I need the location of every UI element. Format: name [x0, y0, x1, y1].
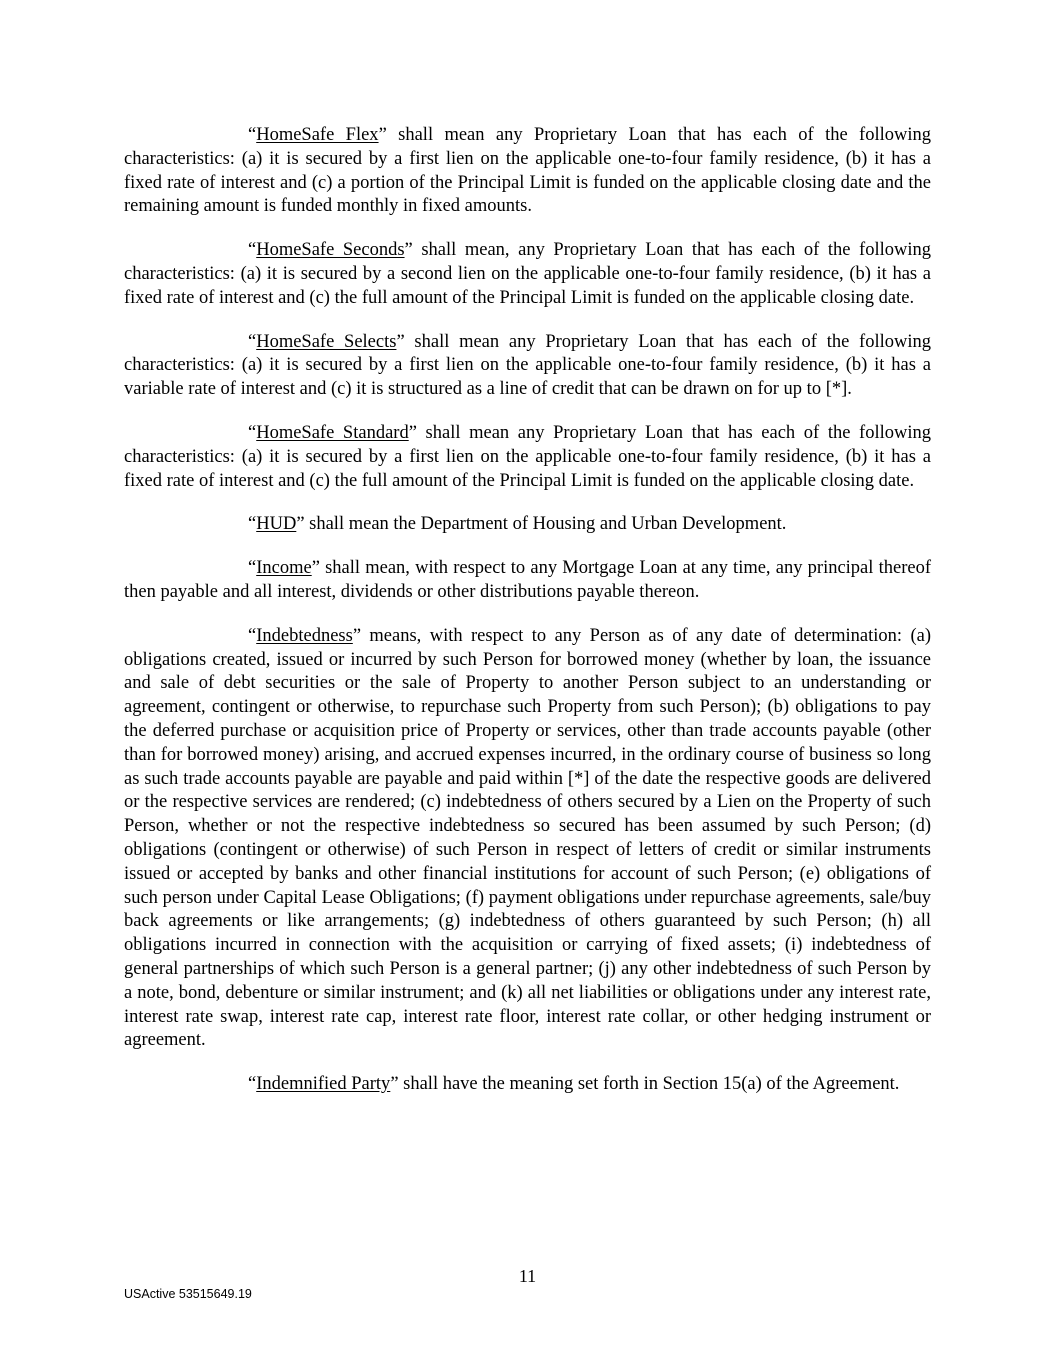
- defined-term: Income: [256, 558, 312, 579]
- definition-paragraph: “Indemnified Party” shall have the meaning set forth in Section 15(a) of the Agreement.: [248, 1074, 900, 1095]
- defined-term: HomeSafe Selects: [256, 331, 397, 352]
- defined-term: Indemnified Party: [256, 1074, 391, 1095]
- definition-text: ” shall mean any Proprietary Loan that has each of the following characteristics: (a) it is secured by a first lien on the applicable one-to-four family residence, (b) it has a fixed rate of interest and (c) the full amount of the Principal Limit is funded on the applicable closing date.: [124, 422, 931, 491]
- defined-term: Indebtedness: [256, 625, 353, 646]
- definition-text: ” shall mean the Department of Housing and Urban Development.: [296, 514, 787, 535]
- definition-paragraph: “Indebtedness” means, with respect to any Person as of any date of determination: (a) obligations created, issued or incurred by such Person for borrowed money (whether by loan, the issuance and sale of debt securities or the sale of Property to another Person subject to an understanding or agreement, contingent or otherwise, to repurchase such Property from such Person); (b) obligations to pay the deferred purchase or acquisition price of Property or services, other than trade accounts payable (other than for borrowed money) arising, and accrued expenses incurred, in the ordinary course of business so long as such trade accounts payable are payable and paid within [*] of the date the respective goods are delivered or the respective services are rendered; (c) indebtedness of others secured by a Lien on the Property of such Person, whether or not the respective indebtedness so secured has been assumed by such Person; (d) obligations (contingent or otherwise) of such Person in respect of letters of credit or similar instruments issued or accepted by banks and other financial institutions for account of such Person; (e) obligations of such person under Capital Lease Obligations; (f) payment obligations under repurchase agreements, sale/buy back agreements or like arrangements; (g) indebtedness of others guaranteed by such Person; (h) all obligations incurred in connection with the acquisition or carrying of fixed assets; (i) indebtedness of general partnerships of which such Person is a general partner; (j) any other indebtedness of such Person by a note, bond, debenture or similar instrument; and (k) all net liabilities or obligations under any interest rate, interest rate swap, interest rate cap, interest rate floor, interest rate collar, or other hedging instrument or agreement.: [124, 625, 931, 1051]
- defined-term: HomeSafe Standard: [256, 422, 409, 443]
- definition-text: ” shall have the meaning set forth in Section 15(a) of the Agreement.: [390, 1074, 900, 1095]
- document-body: [124, 124, 931, 1117]
- definition-text: ” shall mean any Proprietary Loan that has each of the following characteristics: (a) it is secured by a first lien on the applicable one-to-four family residence, (b) it has a variable rate of interest and (c) it is structured as a line of credit that can be drawn on for up to [*].: [124, 331, 931, 400]
- definition-text: ” shall mean any Proprietary Loan that has each of the following characteristics: (a) it is secured by a first lien on the applicable one-to-four family residence, (b) it has a fixed rate of interest and (c) a portion of the Principal Limit is funded on the applicable closing date and the remaining amount is funded monthly in fixed amounts.: [124, 125, 931, 217]
- definition-paragraph: “HomeSafe Flex” shall mean any Proprietary Loan that has each of the following characteristics: (a) it is secured by a first lien on the applicable one-to-four family residence, (b) it has a fixed rate of interest and (c) a portion of the Principal Limit is funded on the applicable closing date and the remaining amount is funded monthly in fixed amounts.: [124, 125, 931, 217]
- definition-paragraph: “HomeSafe Selects” shall mean any Proprietary Loan that has each of the following characteristics: (a) it is secured by a first lien on the applicable one-to-four family residence, (b) it has a variable rate of interest and (c) it is structured as a line of credit that can be drawn on for up to [*].: [124, 331, 931, 400]
- definition-paragraph: “Income” shall mean, with respect to any Mortgage Loan at any time, any principal thereof then payable and all interest, dividends or other distributions payable thereon.: [124, 558, 931, 602]
- defined-term: HomeSafe Seconds: [256, 240, 405, 261]
- defined-term: HomeSafe Flex: [256, 125, 379, 145]
- document-id: USActive 53515649.19: [124, 1287, 252, 1301]
- definition-paragraph: “HomeSafe Seconds” shall mean, any Proprietary Loan that has each of the following characteristics: (a) it is secured by a second lien on the applicable one-to-four family residence, (b) it has a fixed rate of interest and (c) the full amount of the Principal Limit is funded on the applicable closing date.: [124, 240, 931, 308]
- definition-paragraph: “HomeSafe Standard” shall mean any Proprietary Loan that has each of the following characteristics: (a) it is secured by a first lien on the applicable one-to-four family residence, (b) it has a fixed rate of interest and (c) the full amount of the Principal Limit is funded on the applicable closing date.: [124, 422, 931, 491]
- definition-text: ” shall mean, with respect to any Mortgage Loan at any time, any principal thereof then payable and all interest, dividends or other distributions payable thereon.: [124, 558, 931, 602]
- defined-term: HUD: [256, 514, 297, 535]
- definition-paragraph: “HUD” shall mean the Department of Housing and Urban Development.: [248, 514, 787, 535]
- page-number: 11: [518, 1266, 537, 1286]
- definition-text: ” shall mean, any Proprietary Loan that has each of the following characteristics: (a) it is secured by a second lien on the applicable one-to-four family residence, (b) it has a fixed rate of interest and (c) the full amount of the Principal Limit is funded on the applicable closing date.: [124, 240, 931, 308]
- definition-text: ” means, with respect to any Person as of any date of determination: (a) obligations created, issued or incurred by such Person for borrowed money (whether by loan, the issuance and sale of debt securities or the sale of Property to another Person subject to an understanding or agreement, contingent or otherwise, to repurchase such Property from such Person); (b) obligations to pay the deferred purchase or acquisition price of Property or services, other than trade accounts payable (other than for borrowed money) arising, and accrued expenses incurred, in the ordinary course of business so long as such trade accounts payable are payable and paid within [*] of the date the respective goods are delivered or the respective services are rendered; (c) indebtedness of others secured by a Lien on the Property of such Person, whether or not the respective indebtedness so secured has been assumed by such Person; (d) obligations (contingent or otherwise) of such Person in respect of letters of credit or similar instruments issued or accepted by banks and other financial institutions for account of such Person; (e) obligations of such person under Capital Lease Obligations; (f) payment obligations under repurchase agreements, sale/buy back agreements or like arrangements; (g) indebtedness of others guaranteed by such Person; (h) all obligations incurred in connection with the acquisition or carrying of fixed assets; (i) indebtedness of general partnerships of which such Person is a general partner; (j) any other indebtedness of such Person by a note, bond, debenture or similar instrument; and (k) all net liabilities or obligations under any interest rate, interest rate swap, interest rate cap, interest rate floor, interest rate collar, or other hedging instrument or agreement.: [124, 625, 931, 1051]
